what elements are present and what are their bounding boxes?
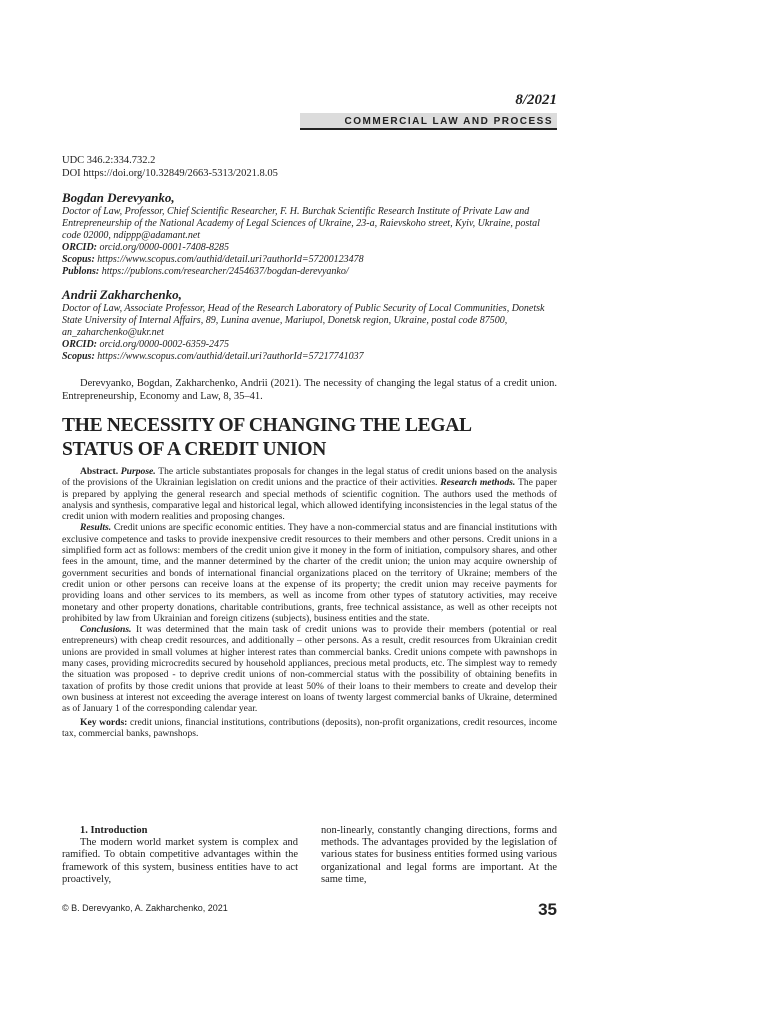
keywords-paragraph	[62, 717, 557, 740]
abstract	[62, 466, 557, 739]
scopus-link[interactable]: https://www.scopus.com/authid/detail.uri?authorId=57217741037	[97, 351, 364, 362]
body-paragraph: The modern world market system is complex and ramified. To obtain competitive advantages within the framework of this system, business entities have to act proactively,	[62, 837, 298, 885]
abstract-conclusions-paragraph	[62, 624, 557, 714]
left-column	[62, 825, 298, 886]
citation: Derevyanko, Bogdan, Zakharchenko, Andrii (2021). The necessity of changing the legal status of a credit union. Entrepreneurship, Economy and Law, 8, 35–41.	[62, 378, 557, 402]
author-name: Bogdan Derevyanko,	[62, 190, 175, 205]
abstract-results-paragraph	[62, 522, 557, 624]
body-columns	[62, 825, 557, 886]
doi-link[interactable]: DOI https://doi.org/10.32849/2663-5313/2021.8.05	[62, 168, 278, 179]
publons-label: Publons:	[62, 266, 100, 277]
abstract-label: Abstract.	[80, 466, 119, 477]
right-column	[321, 825, 557, 886]
purpose-text: The article substantiates proposals for changes in the legal status of credit unions based on the analysis of the provisions of the Ukrainian legislation on credit unions and the practice of their activities.	[62, 466, 557, 489]
issue-number: 8/2021	[515, 92, 557, 108]
author-affiliation: Doctor of Law, Associate Professor, Head of the Research Laboratory of Public Security of Local Communities, Donetsk State University of Internal Affairs, 89, Lunina avenue, Mariupol, Donetsk region, Ukraine, postal code 87500, an_zaharchenko@ukr.net	[62, 303, 545, 338]
scopus-label: Scopus:	[62, 254, 95, 265]
results-text: Credit unions are specific economic entities. They have a non-commercial status and are financial institutions with exclusive competence and tasks to provide inexpensive credit resources to their members and other persons. Credit unions in a simplified form act as follows: members of the credit union give it money in the form of initiation, compulsory shares, and other fees in the amount, time, and the manner determined by the charter of the credit union; the union may acquire ownership of government securities and bonds of international financial organizations placed on the territory of Ukraine; members of the credit union or other persons can receive loans at the expense of its property; the credit union may receive payments for providing loans and other services to its members, as well as income from other types of statutory activities, may receive monetary and other property donations, charitable contributions, grants, free technical assistance, as well as other receipts not prohibited by law from Ukrainian and foreign citizens (subjects), business entities and the state.	[62, 522, 558, 624]
purpose-label: Purpose.	[120, 466, 156, 477]
scopus-label: Scopus:	[62, 351, 95, 362]
udc-code: UDC 346.2:334.732.2	[62, 155, 156, 166]
keywords-label: Key words:	[80, 716, 128, 728]
author-2	[62, 289, 557, 363]
keywords-text: credit unions, financial institutions, contributions (deposits), non-profit organizations, credit resources, income tax, commercial banks, pawnshops.	[62, 716, 557, 739]
page-number: 35	[538, 900, 557, 919]
article-meta	[62, 154, 278, 180]
copyright: © B. Derevyanko, A. Zakharchenko, 2021	[62, 903, 228, 913]
methods-label: Research methods.	[440, 477, 516, 489]
publons-link[interactable]: https://publons.com/researcher/2454637/bogdan-derevyanko/	[101, 266, 349, 277]
abstract-purpose-paragraph	[62, 466, 557, 522]
article-title	[62, 414, 472, 462]
section-title: COMMERCIAL LAW AND PROCESS	[300, 113, 557, 130]
author-name: Andrii Zakharchenko,	[62, 287, 182, 302]
author-affiliation: Doctor of Law, Professor, Chief Scientific Researcher, F. H. Burchak Scientific Research Institute of Private Law and Entrepreneurship of the National Academy of Legal Sciences of Ukraine, 23-a, Raievskoho street, Kyiv, Ukraine, postal code 02000, ndippp@adamant.net	[62, 206, 540, 241]
orcid-link[interactable]: orcid.org/0000-0002-6359-2475	[99, 339, 230, 350]
methods-text: The paper is prepared by applying the general research and special methods of scientific cognition. The authors used the methods of analysis and synthesis, comparative legal and historical legal, which allowed identifying inconsistencies in the legal status of the credit union with modern realities and proposing changes.	[62, 477, 557, 523]
orcid-label: ORCID:	[62, 242, 98, 253]
body-paragraph: non-linearly, constantly changing directions, forms and methods. The advantages provided by the legislation of various states for business entities formed using various organizational and legal forms are important. At the same time,	[321, 825, 557, 885]
conclusions-text: It was determined that the main task of credit unions was to provide their members (potential or real entrepreneurs) with cheap credit resources, and additionally – other persons. As a result, credit resources from Ukrainian credit unions are provided in small volumes at higher interest rates than commercial banks. Credit unions compete with pawnshops in many cases, providing microcredits secured by household appliances, precious metal products, etc. The simplest way to remedy the situation was proposed - to deprive credit unions of non-commercial status with the possibility of obtaining benefits in taxation of profits by those credit unions that provide at least 50% of their loans to their members to create and develop their own business at interest not exceeding the average interest on loans of twenty largest commercial banks of Ukraine, determined as of January 1 of the corresponding calendar year.	[62, 624, 558, 715]
results-label: Results.	[80, 522, 112, 534]
scopus-link[interactable]: https://www.scopus.com/authid/detail.uri?authorId=57200123478	[97, 254, 364, 265]
section-heading: 1. Introduction	[80, 825, 148, 836]
conclusions-label: Conclusions.	[80, 624, 132, 636]
orcid-link[interactable]: orcid.org/0000-0001-7408-8285	[99, 242, 230, 253]
author-1	[62, 192, 557, 278]
title-line: THE NECESSITY OF CHANGING THE LEGAL	[62, 415, 472, 436]
orcid-label: ORCID:	[62, 339, 98, 350]
title-line: STATUS OF A CREDIT UNION	[62, 439, 327, 460]
